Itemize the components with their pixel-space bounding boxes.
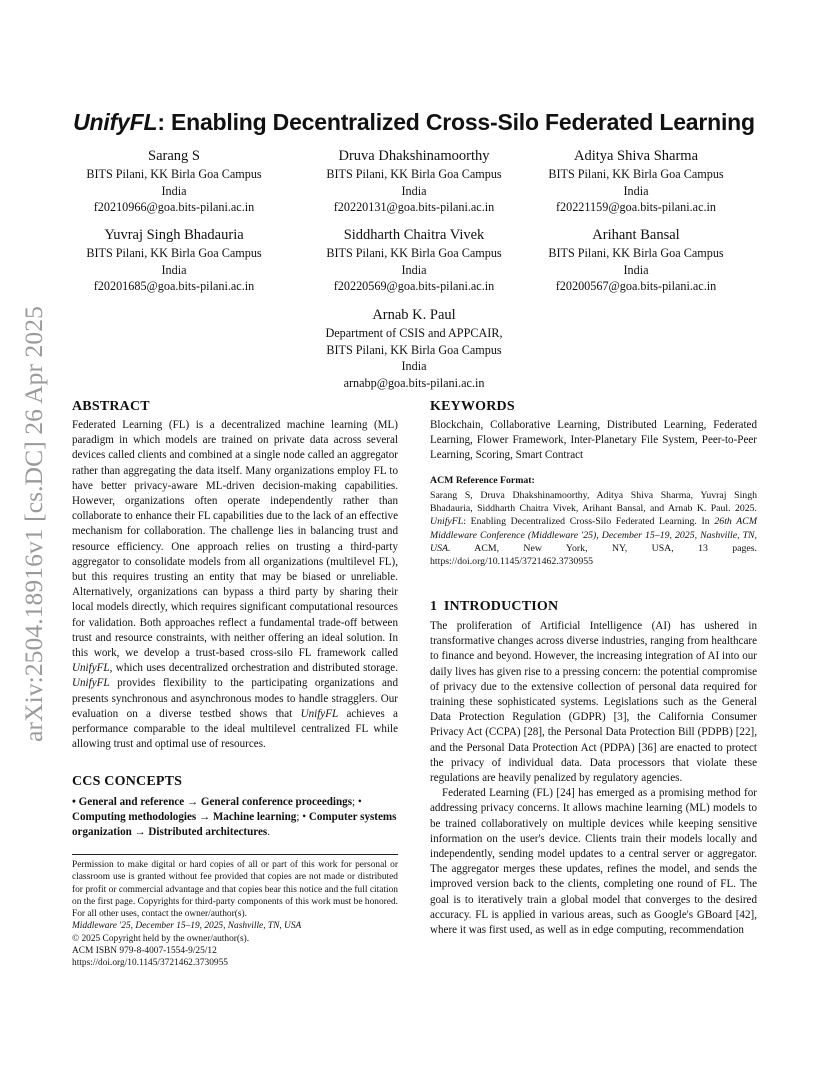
author-country: India (161, 183, 187, 198)
author-block (298, 226, 530, 295)
abstract-system-name: UnifyFL (300, 707, 339, 720)
abstract-body (72, 418, 398, 752)
keywords-heading: KEYWORDS (430, 399, 515, 414)
author-block (58, 147, 290, 216)
intro-paragraph-1: The proliferation of Artificial Intelligence (AI) has ushered in transformative changes across diverse industries, ranging from healthcare to finance and beyond. However, the increasing integration of AI into our daily lives has given rise to a pressing concern: the potential compromise of privacy due to the extensive collection of personal data required for training these sophisticated systems. Legislations such as the General Data Protection Regulation (GDPR) [3], the California Consumer Privacy Act (CCPA) [28], the Personal Data Protection Bill (PDPB) [22], and the Personal Data Protection Act (PDPA) [36] are enacted to protect the privacy of individual data. Data processors that violate these regulations are heavily penalized by regulatory agencies. (430, 620, 757, 785)
abstract-system-name: UnifyFL (72, 662, 110, 675)
author-email[interactable]: f20220131@goa.bits-pilani.ac.in (333, 200, 495, 214)
author-email[interactable]: f20221159@goa.bits-pilani.ac.in (555, 200, 717, 214)
acm-ref-authors: Sarang S, Druva Dhakshinamoorthy, Aditya Shiva Sharma, Yuvraj Singh Bhadauria, Siddharth Chaitra Vivek, Arihant Bansal, and Arnab K. Paul. 2025. (430, 490, 757, 515)
author-email[interactable]: f20201685@goa.bits-pilani.ac.in (93, 279, 255, 293)
ccs-separator: ; • (296, 811, 309, 824)
author-country: India (401, 359, 427, 373)
keywords-text: Blockchain, Collaborative Learning, Distributed Learning, Federated Learning, Flower Framework, Inter-Planetary File System, Peer-to-Peer Learning, Scoring, Smart Contract (430, 419, 757, 462)
abstract-text-1: Federated Learning (FL) is a decentralized machine learning (ML) paradigm in which models are trained on private data across several devices called clients and combined at a single node called an aggregator rather than aggregating the data itself. Many organizations employ FL to have better privacy-aware ML-driven decision-making capabilities. However, organizations often operate independently rather than collaborate to enhance their FL capabilities due to the lack of an effective mechanism for collaboration. The challenge lies in balancing trust and resource efficiency. One approach relies on trusting a third-party aggregator to consolidate models from all organizations (multilevel FL), but this requires trusting an entity that may be biased or unreliable. Alternatively, organizations can bypass a third party by sharing their local models directly, which requires significant computational resources for validation. Both approaches reflect a fundamental trade-off between trust and resource constraints, with neither offering an ideal solution. In this work, we develop a trust-based cross-silo FL framework called (72, 419, 398, 660)
isbn-line: ACM ISBN 979-8-4007-1554-9/25/12 (72, 946, 217, 957)
author-affiliation: BITS Pilani, KK Birla Goa Campus (548, 246, 724, 260)
ccs-end: . (267, 826, 271, 839)
author-name: Siddharth Chaitra Vivek (343, 227, 485, 243)
author-block (520, 147, 752, 216)
author-name: Arnab K. Paul (372, 307, 456, 323)
abstract-heading: ABSTRACT (72, 399, 150, 414)
author-block (58, 226, 290, 295)
author-affiliation: BITS Pilani, KK Birla Goa Campus (326, 167, 502, 181)
author-name: Arihant Bansal (592, 227, 680, 243)
author-country: India (623, 183, 649, 198)
author-affiliation: BITS Pilani, KK Birla Goa Campus (326, 342, 502, 357)
copyright-line: © 2025 Copyright held by the owner/author(s). (72, 933, 250, 944)
author-country: India (161, 262, 187, 277)
acm-ref-system-name: UnifyFL (430, 516, 464, 528)
ccs-heading: CCS CONCEPTS (72, 774, 183, 789)
author-affiliation: BITS Pilani, KK Birla Goa Campus (548, 167, 724, 181)
permission-text: Permission to make digital or hard copies of all or part of this work for personal or classroom use is granted without fee provided that copies are not made or distributed for profit or commercial advantage and that copies bear this notice and the full citation on the first page. Copyrights for third-party components of this work must be honored. For all other uses, contact the owner/author(s). (72, 860, 398, 920)
doi-link[interactable]: https://doi.org/10.1145/3721462.3730955 (72, 958, 228, 969)
author-affiliation: BITS Pilani, KK Birla Goa Campus (86, 246, 262, 260)
venue-line: Middleware '25, December 15–19, 2025, Nashville, TN, USA (72, 921, 302, 932)
acm-ref-tail: ACM, New York, NY, USA, 13 pages. https://doi.org/10.1145/3721462.3730955 (430, 542, 757, 568)
abstract-text-2: , which uses decentralized orchestration and distributed storage. (109, 662, 398, 675)
acm-ref-title: : Enabling Decentralized Cross-Silo Federated Learning. In (463, 516, 715, 528)
ccs-separator: ; • (352, 796, 362, 808)
author-email[interactable]: f20220569@goa.bits-pilani.ac.in (333, 279, 495, 293)
author-email[interactable]: f20200567@goa.bits-pilani.ac.in (555, 279, 717, 293)
author-block (298, 306, 530, 391)
intro-paragraph-2: Federated Learning (FL) [24] has emerged as a promising method for addressing privacy concerns. It allows machine learning (ML) models to be trained collaboratively on multiple devices while keeping sensitive information on the user's device. Clients train their models locally and independently, sending model updates to a central server or aggregator. The aggregator merges these updates, refines the model, and sends the improved version back to the clients, completing one round of FL. The goal is to iteratively train a global model that converges to the desired accuracy. FL is applied in various areas, such as Google's GBoard [42], where it was first used, as well as in edge computing, recommendation (430, 787, 757, 937)
author-name: Sarang S (148, 148, 200, 164)
ccs-concept: Computer systems organization → Distributed architectures (72, 811, 397, 839)
author-email[interactable]: f20210966@goa.bits-pilani.ac.in (93, 200, 255, 214)
arxiv-id[interactable]: arXiv:2504.18916v1 [cs.DC] 26 Apr 2025 (19, 306, 48, 742)
abstract-text-3: provides flexibility to the participating organizations and presents synchronous and asynchronous modes to handle stragglers. Our evaluation on a diverse testbed shows that (72, 677, 398, 720)
intro-heading: 1 INTRODUCTION (430, 599, 559, 614)
intro-body (430, 619, 757, 938)
author-name: Yuvraj Singh Bhadauria (104, 227, 244, 243)
acm-ref-venue: 26th ACM Middleware Conference (Middleware '25), December 15–19, 2025, Nashville, TN, USA. (430, 516, 757, 554)
abstract-paragraph (72, 418, 398, 752)
title-rest: : Enabling Decentralized Cross-Silo Federated Learning (157, 109, 755, 135)
author-block (520, 226, 752, 295)
abstract-text-4: achieves a performance comparable to the ideal multilevel centralized FL while allowing trust and optimal use of resources. (72, 707, 398, 751)
acm-ref-heading: ACM Reference Format: (430, 475, 535, 486)
acm-ref-body (430, 489, 757, 568)
title-system-name: UnifyFL (73, 109, 158, 135)
author-affiliation: BITS Pilani, KK Birla Goa Campus (326, 246, 502, 260)
author-name: Aditya Shiva Sharma (573, 148, 699, 164)
author-country: India (401, 183, 427, 198)
ccs-concept: Computing methodologies → Machine learning (72, 811, 297, 824)
author-department: Department of CSIS and APPCAIR, (325, 326, 503, 340)
author-name: Druva Dhakshinamoorthy (338, 148, 490, 164)
author-affiliation: BITS Pilani, KK Birla Goa Campus (86, 167, 262, 181)
ccs-body (72, 795, 398, 841)
author-block (298, 147, 530, 216)
paper-title (70, 109, 758, 136)
arxiv-sidebar (14, 285, 54, 763)
author-country: India (623, 262, 649, 277)
abstract-system-name: UnifyFL (72, 677, 110, 690)
author-country: India (401, 262, 427, 277)
permission-block (72, 859, 398, 970)
ccs-concept: • General and reference → General conference proceedings (72, 796, 353, 808)
author-email[interactable]: arnabp@goa.bits-pilani.ac.in (343, 375, 485, 390)
footnote-rule (72, 854, 398, 855)
